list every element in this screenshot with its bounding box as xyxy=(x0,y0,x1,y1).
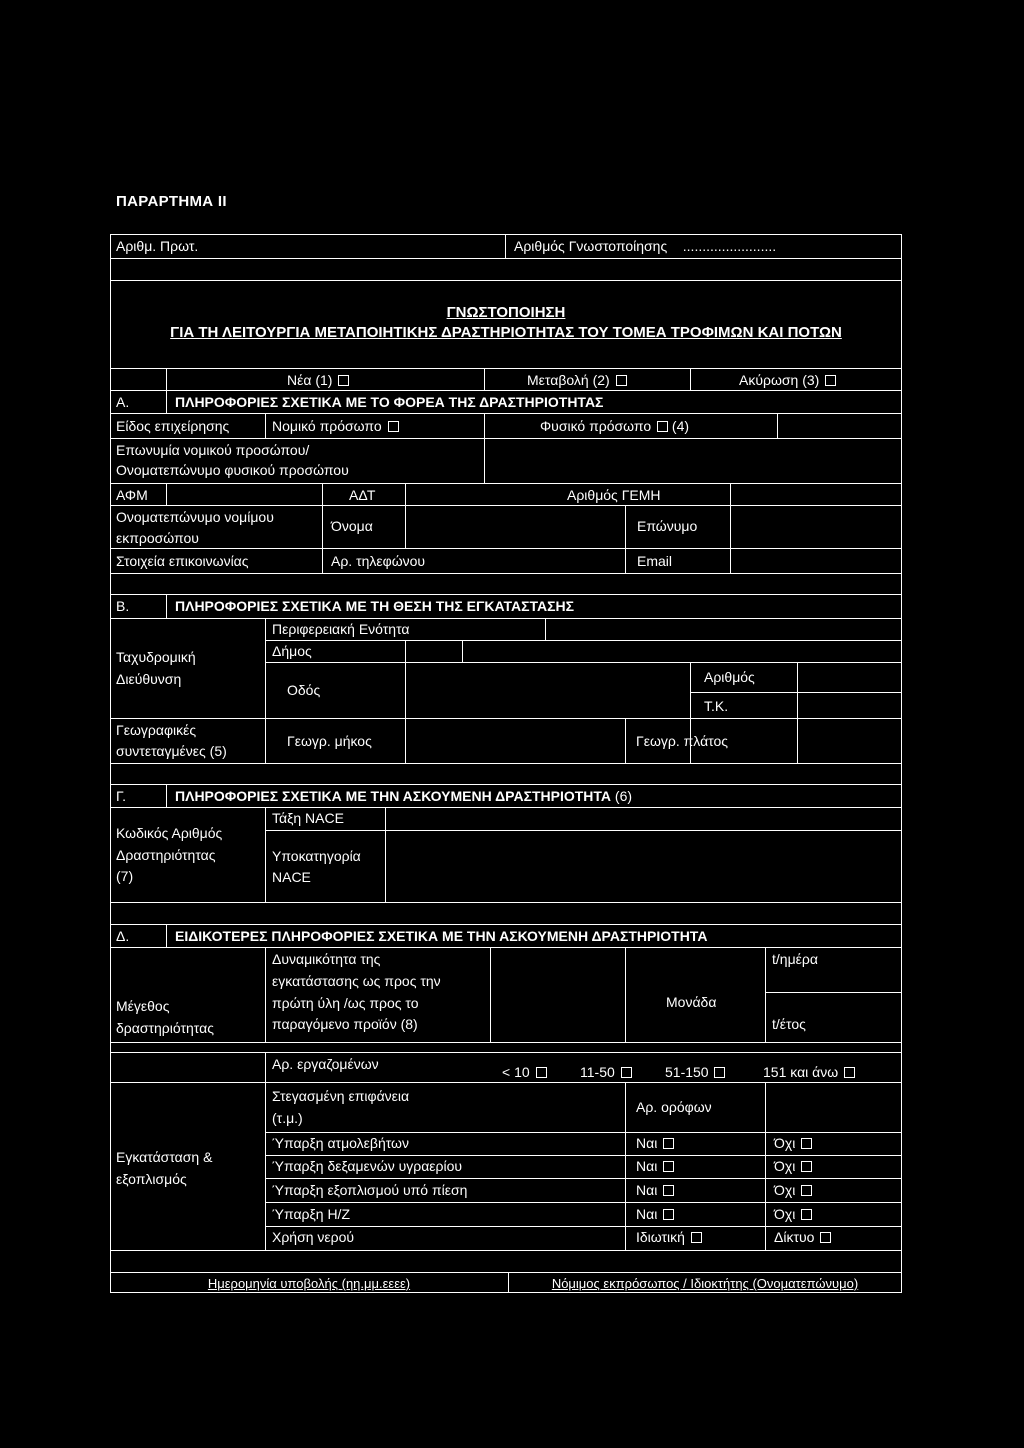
generator-no[interactable]: Όχι xyxy=(774,1206,812,1223)
employees-option-4[interactable]: 151 και άνω xyxy=(763,1064,855,1081)
section-b-title: ΠΛΗΡΟΦΟΡΙΕΣ ΣΧΕΤΙΚΑ ΜΕ ΤΗ ΘΕΣΗ ΤΗΣ ΕΓΚΑΤΑΣΤΑΣΗΣ xyxy=(175,598,575,614)
street-label: Οδός xyxy=(287,682,321,698)
gemi-label: Αριθμός ΓΕΜΗ xyxy=(567,487,661,503)
checkbox-cancel[interactable] xyxy=(825,375,836,386)
nace-subcategory-label-2: NACE xyxy=(272,869,311,885)
checkbox-water-network[interactable] xyxy=(820,1232,831,1243)
email-label: Email xyxy=(637,553,673,569)
form-title: ΓΝΩΣΤΟΠΟΙΗΣΗ xyxy=(446,304,566,321)
notification-number-label: Αριθμός Γνωστοποίησης ........................ xyxy=(514,238,777,254)
water-network[interactable]: Δίκτυο xyxy=(774,1229,831,1246)
employees-option-2[interactable]: 11-50 xyxy=(580,1064,632,1081)
checkbox-new[interactable] xyxy=(338,375,349,386)
activity-size-label-2: δραστηριότητας xyxy=(116,1020,214,1036)
geo-coords-label: Γεωγραφικές xyxy=(116,722,197,738)
checkbox-change[interactable] xyxy=(616,375,627,386)
checkbox-pressure-no[interactable] xyxy=(801,1185,812,1196)
checkbox-legal-entity[interactable] xyxy=(388,421,399,432)
legal-entity-option[interactable]: Νομικό πρόσωπο xyxy=(272,418,399,435)
employees-option-1[interactable]: < 10 xyxy=(502,1064,547,1081)
checkbox-employees-4[interactable] xyxy=(844,1067,855,1078)
first-name-label: Όνομα xyxy=(331,518,373,534)
pressure-equipment-yes[interactable]: Ναι xyxy=(636,1182,674,1199)
section-c-title: ΠΛΗΡΟΦΟΡΙΕΣ ΣΧΕΤΙΚΑ ΜΕ ΤΗΝ ΑΣΚΟΥΜΕΝΗ ΔΡΑΣΤΗΡΙΟΤΗΤΑ (6) xyxy=(175,788,633,804)
lpg-tanks-label: Ύπαρξη δεξαμενών υγραερίου xyxy=(272,1158,463,1174)
geo-coords-label-2: συντεταγμένες (5) xyxy=(116,743,227,759)
company-name-label: Επωνυμία νομικού προσώπου/ xyxy=(116,442,310,458)
natural-person-option[interactable]: Φυσικό πρόσωπο (4) xyxy=(540,418,690,434)
latitude-label: Γεωγρ. πλάτος xyxy=(636,733,729,749)
street-number-label: Αριθμός xyxy=(704,669,755,685)
legal-rep-label: Ονοματεπώνυμο νομίμου xyxy=(116,509,274,525)
steam-boilers-label: Ύπαρξη ατμολεβήτων xyxy=(272,1135,409,1151)
section-a-letter: Α. xyxy=(116,394,130,410)
employees-option-3[interactable]: 51-150 xyxy=(665,1064,725,1081)
activity-code-label-2: Δραστηριότητας xyxy=(116,847,216,863)
section-d-title: ΕΙΔΙΚΟΤΕΡΕΣ ΠΛΗΡΟΦΟΡΙΕΣ ΣΧΕΤΙΚΑ ΜΕ ΤΗΝ ΑΣΚΟΥΜΕΝΗ ΔΡΑΣΤΗΡΙΟΤΗΤΑ xyxy=(175,928,708,944)
type-change[interactable]: Μεταβολή (2) xyxy=(527,372,627,389)
region-label: Περιφερειακή Ενότητα xyxy=(272,621,410,637)
capacity-label-3: πρώτη ύλη /ως προς το xyxy=(272,995,419,1011)
checkbox-steam-yes[interactable] xyxy=(663,1138,674,1149)
activity-size-label: Μέγεθος xyxy=(116,998,170,1014)
installation-label: Εγκατάσταση & xyxy=(116,1149,213,1165)
notification-number-value[interactable]: ........................ xyxy=(682,238,777,254)
annex-title: ΠΑΡΑΡΤΗΜΑ II xyxy=(116,193,227,210)
steam-boilers-yes[interactable]: Ναι xyxy=(636,1135,674,1152)
section-a-title: ΠΛΗΡΟΦΟΡΙΕΣ ΣΧΕΤΙΚΑ ΜΕ ΤΟ ΦΟΡΕΑ ΤΗΣ ΔΡΑΣΤΗΡΙΟΤΗΤΑΣ xyxy=(175,394,604,410)
employees-label: Αρ. εργαζομένων xyxy=(272,1056,379,1072)
nace-subcategory-label: Υποκατηγορία xyxy=(272,848,361,864)
capacity-label-2: εγκατάστασης ως προς την xyxy=(272,973,441,989)
checkbox-lpg-no[interactable] xyxy=(801,1161,812,1172)
signatory-label: Νόμιμος εκπρόσωπος / Ιδιοκτήτης (Ονοματεπώνυμο) xyxy=(551,1276,859,1291)
installation-label-2: εξοπλισμός xyxy=(116,1171,187,1187)
checkbox-steam-no[interactable] xyxy=(801,1138,812,1149)
checkbox-pressure-yes[interactable] xyxy=(663,1185,674,1196)
lpg-tanks-no[interactable]: Όχι xyxy=(774,1158,812,1175)
longitude-label: Γεωγρ. μήκος xyxy=(287,733,372,749)
business-type-label: Είδος επιχείρησης xyxy=(116,418,230,434)
surname-label: Επώνυμο xyxy=(637,518,698,534)
steam-boilers-no[interactable]: Όχι xyxy=(774,1135,812,1152)
checkbox-water-private[interactable] xyxy=(691,1232,702,1243)
activity-code-label-3: (7) xyxy=(116,868,134,884)
section-d-letter: Δ. xyxy=(116,928,130,944)
municipality-label: Δήμος xyxy=(272,643,312,659)
generator-label: Ύπαρξη Η/Ζ xyxy=(272,1206,350,1222)
person-name-label: Ονοματεπώνυμο φυσικού προσώπου xyxy=(116,462,349,478)
checkbox-employees-1[interactable] xyxy=(536,1067,547,1078)
form-subtitle: ΓΙΑ ΤΗ ΛΕΙΤΟΥΡΓΙΑ ΜΕΤΑΠΟΙΗΤΙΚΗΣ ΔΡΑΣΤΗΡΙΟΤΗΤΑΣ ΤΟΥ ΤΟΜΕΑ ΤΡΟΦΙΜΩΝ ΚΑΙ ΠΟΤΩΝ xyxy=(170,324,842,341)
pressure-equipment-no[interactable]: Όχι xyxy=(774,1182,812,1199)
postal-address-label: Ταχυδρομική xyxy=(116,649,196,665)
covered-area-label-2: (τ.μ.) xyxy=(272,1110,303,1126)
section-b-letter: Β. xyxy=(116,598,130,614)
capacity-label: Δυναμικότητα της xyxy=(272,951,381,967)
checkbox-generator-no[interactable] xyxy=(801,1209,812,1220)
activity-code-label: Κωδικός Αριθμός xyxy=(116,825,223,841)
unit-label: Μονάδα xyxy=(666,994,717,1010)
checkbox-generator-yes[interactable] xyxy=(663,1209,674,1220)
generator-yes[interactable]: Ναι xyxy=(636,1206,674,1223)
tons-per-day-label: t/ημέρα xyxy=(772,951,818,967)
checkbox-natural-person[interactable] xyxy=(657,421,668,432)
nace-class-label: Τάξη NACE xyxy=(272,810,344,826)
checkbox-employees-3[interactable] xyxy=(714,1067,725,1078)
postal-address-label-2: Διεύθυνση xyxy=(116,671,182,687)
water-use-label: Χρήση νερού xyxy=(272,1229,355,1245)
water-private[interactable]: Ιδιωτική xyxy=(636,1229,702,1246)
section-c-letter: Γ. xyxy=(116,788,127,804)
afm-label: ΑΦΜ xyxy=(116,487,148,503)
lpg-tanks-yes[interactable]: Ναι xyxy=(636,1158,674,1175)
legal-rep-label-2: εκπροσώπου xyxy=(116,530,199,546)
submission-date-label: Ημερομηνία υποβολής (ηη.μμ.εεεε) xyxy=(207,1276,411,1291)
checkbox-lpg-yes[interactable] xyxy=(663,1161,674,1172)
pressure-equipment-label: Ύπαρξη εξοπλισμού υπό πίεση xyxy=(272,1182,468,1198)
phone-label: Αρ. τηλεφώνου xyxy=(331,553,426,569)
capacity-label-4: παραγόμενο προϊόν (8) xyxy=(272,1016,418,1032)
adt-label: ΑΔΤ xyxy=(349,487,376,503)
type-new[interactable]: Νέα (1) xyxy=(287,372,349,389)
contact-label: Στοιχεία επικοινωνίας xyxy=(116,553,249,569)
floors-label: Αρ. ορόφων xyxy=(636,1099,712,1115)
protocol-number-label: Αριθμ. Πρωτ. xyxy=(116,238,199,254)
checkbox-employees-2[interactable] xyxy=(621,1067,632,1078)
type-cancel[interactable]: Ακύρωση (3) xyxy=(739,372,836,389)
tons-per-year-label: t/έτος xyxy=(772,1016,806,1032)
covered-area-label: Στεγασμένη επιφάνεια xyxy=(272,1088,410,1104)
zip-label: Τ.Κ. xyxy=(704,698,729,714)
